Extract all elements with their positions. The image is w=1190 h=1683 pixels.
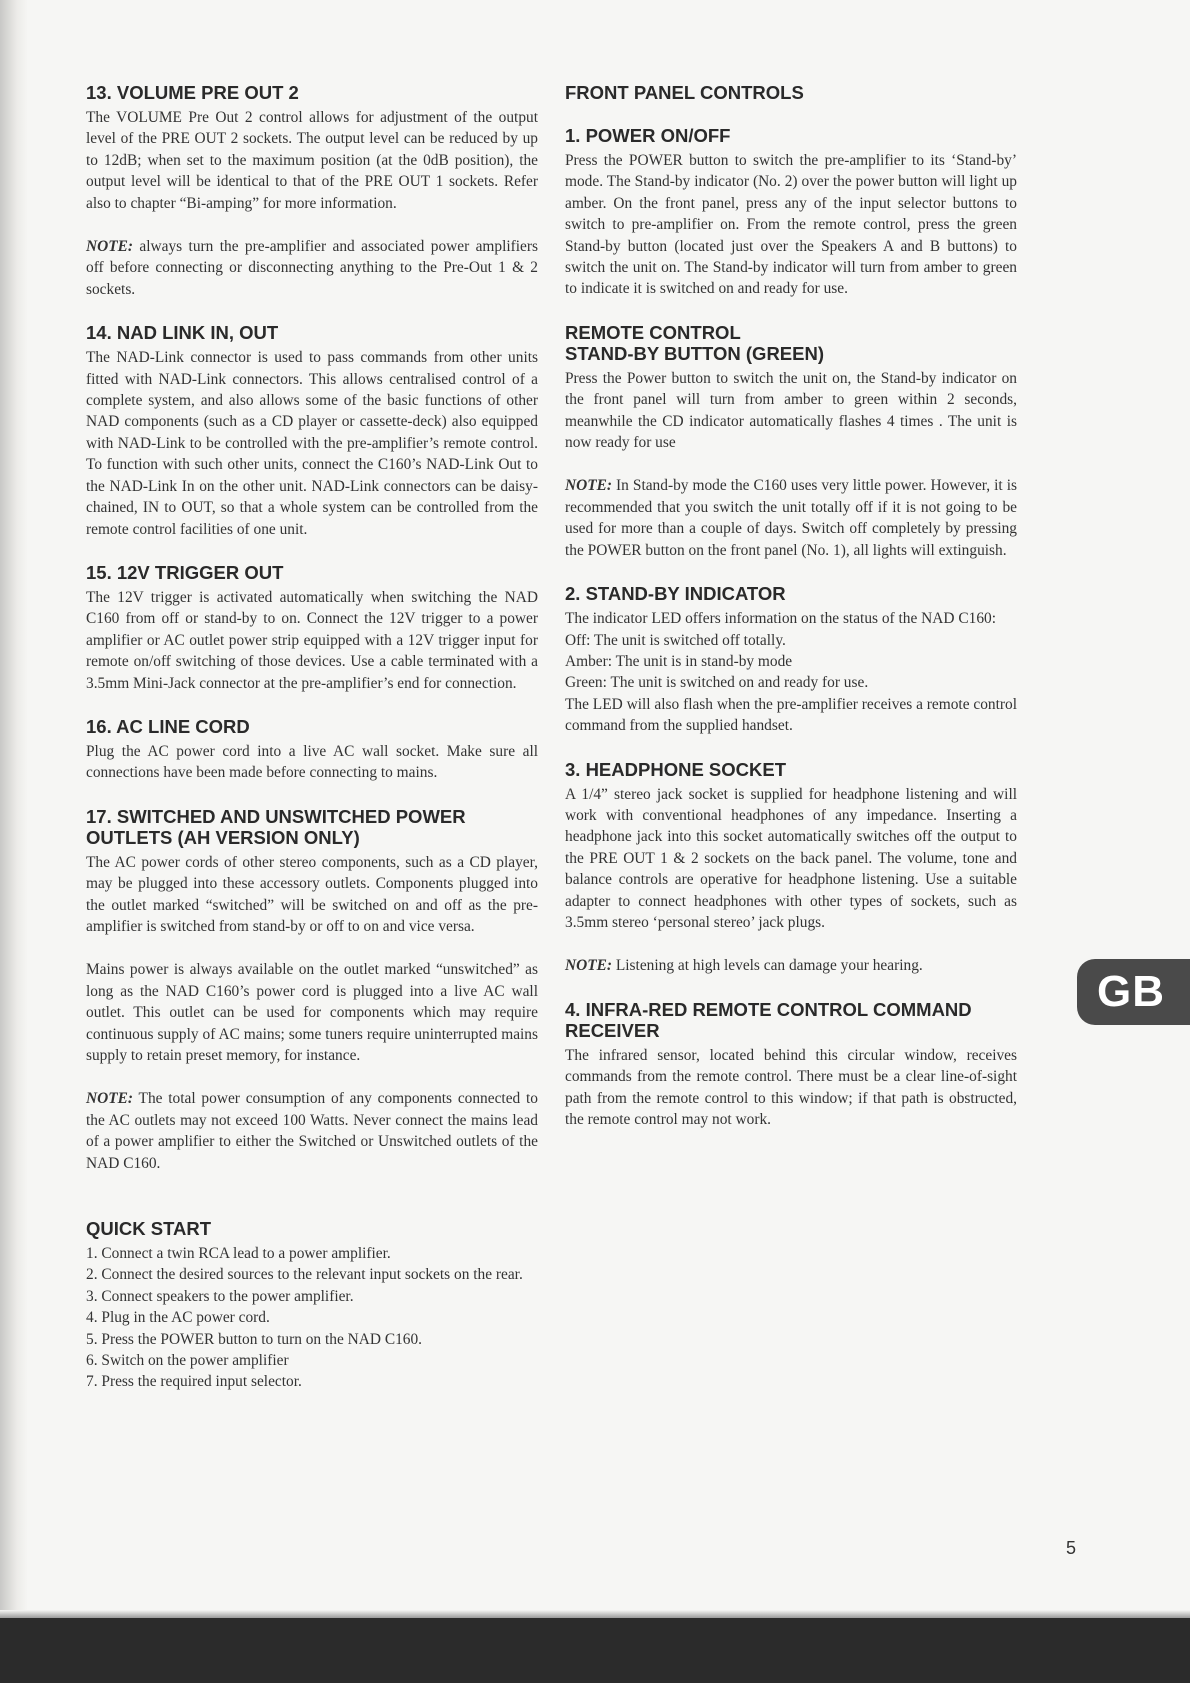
language-tab: GB [1077, 959, 1190, 1025]
section-power-outlets [86, 806, 538, 1174]
section-heading: 17. SWITCHED AND UNSWITCHED POWER OUTLETS (AH VERSION ONLY) [86, 805, 466, 848]
section-heading: 2. STAND-BY INDICATOR [565, 583, 786, 605]
section-heading: 4. INFRA-RED REMOTE CONTROL COMMAND RECEIVER [565, 998, 972, 1041]
section-subheading: STAND-BY BUTTON (GREEN) [565, 342, 824, 364]
front-panel-heading: FRONT PANEL CONTROLS [565, 82, 804, 103]
section-body: Press the Power button to switch the unit on, the Stand-by indicator on the front panel will turn from amber to green within 2 seconds, meanwhile the CD indicator automatically flashes 4 times . The unit is now ready for use [565, 369, 1017, 452]
note-text: In Stand-by mode the C160 uses very little power. However, it is recommended that you switch the unit totally off if it is not going to be used for more than a couple of days. Switch off completely by pressing the POWER button on the front panel (No. 1), all lights will extinguish. [565, 477, 1017, 559]
section-body: The AC power cords of other stereo components, such as a CD player, may be plugged into these accessory outlets. Components plugged into the outlet marked “switched” will be switched on and off as the pre-amplifier is switched from stand-by or off to on and vice versa. [86, 853, 538, 935]
left-column [86, 82, 538, 1415]
section-ac-line-cord [86, 716, 538, 784]
section-volume-pre-out-2 [86, 82, 538, 300]
section-nad-link [86, 322, 538, 540]
section-body: The 12V trigger is activated automatically when switching the NAD C160 from off or stand-by to on. Connect the 12V trigger to a power amplifier or AC outlet power strip equipped with a 12V trigger input for remote on/off switching of those devices. Use a cable terminated with a 3.5mm Mini-Jack connector at the pre-amplifier’s end for connection. [86, 588, 538, 692]
note-label: NOTE: [565, 477, 613, 495]
section-heading: 16. AC LINE CORD [86, 715, 250, 737]
section-heading: 14. NAD LINK IN, OUT [86, 322, 279, 344]
section-body: A 1/4” stereo jack socket is supplied for headphone listening and will work with conventional headphones of any impedance. Inserting a headphone jack into this socket automatically switches off the output to the PRE OUT 1 & 2 sockets on the back panel. The volume, tone and balance controls are operative for headphone listening. Use a suitable adapter to connect headphones with other types of sockets, such as 3.5mm stereo ‘personal stereo’ jack plugs. [565, 785, 1017, 931]
note-text: Listening at high levels can damage your hearing. [612, 957, 923, 975]
section-power-on-off [565, 125, 1017, 300]
section-heading: 3. HEADPHONE SOCKET [565, 758, 787, 780]
right-column [565, 82, 1017, 1152]
list-item: 6. Switch on the power amplifier [86, 1352, 289, 1370]
list-item: 7. Press the required input selector. [86, 1373, 302, 1391]
scan-shadow [0, 0, 28, 1683]
section-ir-receiver [565, 999, 1017, 1131]
section-heading: QUICK START [86, 1218, 212, 1240]
section-body: The VOLUME Pre Out 2 control allows for adjustment of the output level of the PRE OUT 2 sockets. The output level can be reduced by up to 12dB; when set to the maximum position (at the 0dB position), the output level will be identical to that of the PRE OUT 1 sockets. Refer also to chapter “Bi-amping” for more information. [86, 109, 538, 212]
section-body: The NAD-Link connector is used to pass commands from other units fitted with NAD-Link connectors. This allows centralised control of a complete system, and also allows some of the basic functions of other NAD components (such as a CD player or cassette-deck) also equipped with NAD-Link to be controlled with the pre-amplifier’s remote control. To function with such other units, connect the C160’s NAD-Link Out to the NAD-Link In on the other unit. NAD-Link connectors can be daisy-chained, IN to OUT, so that a whole system can be controlled from the remote control facilities of one unit. [86, 349, 538, 538]
note-paragraph [86, 236, 538, 300]
list-item: 5. Press the POWER button to turn on the NAD C160. [86, 1330, 423, 1348]
section-body: The indicator LED offers information on the status of the NAD C160: [565, 610, 996, 628]
list-item: 2. Connect the desired sources to the relevant input sockets on the rear. [86, 1266, 523, 1284]
list-item: 1. Connect a twin RCA lead to a power amplifier. [86, 1245, 391, 1263]
status-line: Green: The unit is switched on and ready for use. [565, 674, 869, 692]
status-line: Off: The unit is switched off totally. [565, 631, 786, 649]
section-body: Mains power is always available on the outlet marked “unswitched” as long as the NAD C160’s power cord is plugged into a live AC wall outlet. This outlet can be used for components which may require continuous supply of AC mains; some tuners require uninterrupted mains supply to retain preset memory, for instance. [86, 961, 538, 1064]
footer-edge [0, 1610, 1190, 1618]
section-body: Press the POWER button to switch the pre-amplifier to its ‘Stand-by’ mode. The Stand-by indicator (No. 2) over the power button will light up amber. On the front panel, press any of the input selector buttons to switch to pre-amplifier on. From the remote control, press the green Stand-by button (located just over the Speakers A and B buttons) to switch the unit on. The Stand-by indicator will turn from amber to green to indicate it is switched on and ready for use. [565, 152, 1017, 298]
note-paragraph [565, 475, 1017, 561]
note-label: NOTE: [86, 1090, 134, 1108]
section-body: The infrared sensor, located behind this circular window, receives commands from the remote control. There must be a clear line-of-sight path from the remote control to this window; if that path is obstructed, the remote control may not work. [565, 1046, 1017, 1128]
footer-band [0, 1618, 1190, 1683]
note-paragraph [565, 955, 1017, 976]
status-line: Amber: The unit is in stand-by mode [565, 652, 793, 670]
section-body: Plug the AC power cord into a live AC wall socket. Make sure all connections have been made before connecting to mains. [86, 742, 538, 782]
note-paragraph [86, 1088, 538, 1174]
section-heading: 1. POWER ON/OFF [565, 125, 731, 146]
page-number: 5 [1066, 1538, 1077, 1558]
list-item: 3. Connect speakers to the power amplifier. [86, 1287, 354, 1305]
note-label: NOTE: [86, 238, 134, 256]
section-heading: REMOTE CONTROL [565, 321, 741, 343]
section-remote-standby [565, 322, 1017, 561]
section-standby-indicator [565, 583, 1017, 736]
note-text: always turn the pre-amplifier and associated power amplifiers off before connecting or disconnecting anything to the Pre-Out 1 & 2 sockets. [86, 238, 538, 298]
list-item: 4. Plug in the AC power cord. [86, 1309, 270, 1327]
section-heading: 13. VOLUME PRE OUT 2 [86, 82, 299, 103]
note-text: The total power consumption of any components connected to the AC outlets may not exceed 100 Watts. Never connect the mains lead of a power amplifier to either the Switched or Unswitched outlets of the NAD C160. [86, 1090, 538, 1172]
section-quick-start [86, 1218, 538, 1393]
section-heading: 15. 12V TRIGGER OUT [86, 561, 284, 583]
section-body: The LED will also flash when the pre-amplifier receives a remote control command from the supplied handset. [565, 695, 1017, 735]
section-12v-trigger [86, 562, 538, 694]
note-label: NOTE: [565, 957, 613, 975]
section-headphone-socket [565, 759, 1017, 977]
